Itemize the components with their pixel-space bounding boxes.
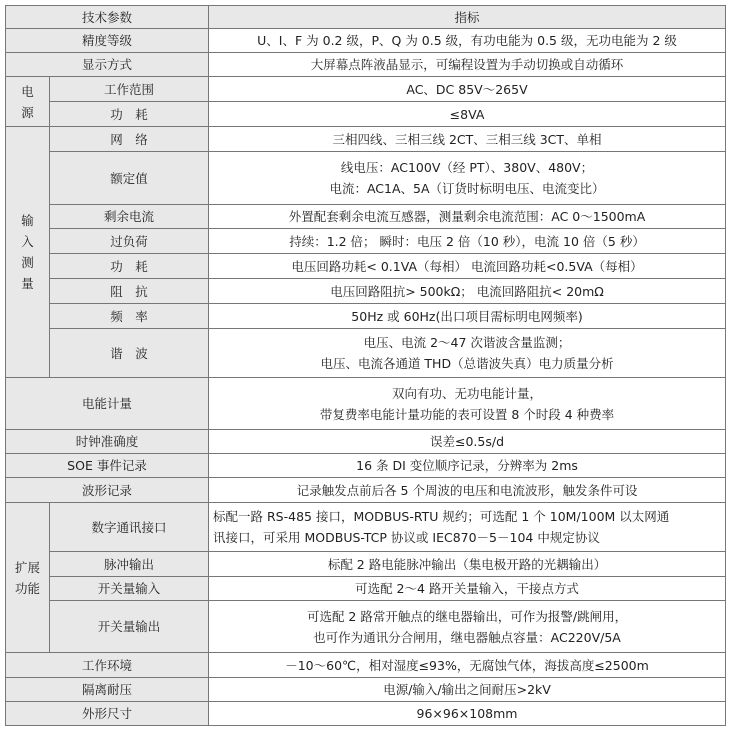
impedance-value: 电压回路阻抗> 500kΩ； 电流回路阻抗< 20mΩ [209, 279, 726, 304]
table-row [6, 478, 726, 503]
power-consumption-label: 功 耗 [50, 102, 209, 127]
pulse-value: 标配 2 路电能脉冲输出（集电极开路的光耦输出） [209, 552, 726, 577]
table-row [6, 430, 726, 454]
table-row [6, 205, 726, 229]
harmonic-value: 电压、电流 2～47 次谐波含量监测； 电压、电流各通道 THD（总谐波失真）电力质量分析 [209, 329, 726, 378]
display-label: 显示方式 [6, 53, 209, 77]
energy-label: 电能计量 [6, 378, 209, 430]
harmonic-label: 谐 波 [50, 329, 209, 378]
switch-out-label: 开关量输出 [50, 601, 209, 653]
dimensions-value: 96×96×108mm [209, 702, 726, 726]
table-row [6, 229, 726, 254]
table-row [6, 702, 726, 726]
rated-label: 额定值 [50, 152, 209, 205]
switch-in-label: 开关量输入 [50, 577, 209, 601]
energy-value: 双向有功、无功电能计量， 带复费率电能计量功能的表可设置 8 个时段 4 种费率 [209, 378, 726, 430]
table-row [6, 503, 726, 552]
display-value: 大屏幕点阵液晶显示，可编程设置为手动切换或自动循环 [209, 53, 726, 77]
input-consumption-label: 功 耗 [50, 254, 209, 279]
spec-table [5, 5, 726, 726]
table-row [6, 53, 726, 77]
frequency-label: 频 率 [50, 304, 209, 329]
dimensions-label: 外形尺寸 [6, 702, 209, 726]
table-row [6, 152, 726, 205]
environment-label: 工作环境 [6, 653, 209, 678]
soe-label: SOE 事件记录 [6, 454, 209, 478]
table-row [6, 304, 726, 329]
power-range-value: AC、DC 85V～265V [209, 77, 726, 102]
network-value: 三相四线、三相三线 2CT、三相三线 3CT、单相 [209, 127, 726, 152]
expansion-group-label: 扩展 功能 [6, 503, 50, 653]
switch-in-value: 可选配 2～4 路开关量输入，干接点方式 [209, 577, 726, 601]
network-label: 网 络 [50, 127, 209, 152]
frequency-value: 50Hz 或 60Hz(出口项目需标明电网频率) [209, 304, 726, 329]
table-row [6, 653, 726, 678]
table-row [6, 552, 726, 577]
pulse-label: 脉冲输出 [50, 552, 209, 577]
residual-value: 外置配套剩余电流互感器，测量剩余电流范围：AC 0～1500mA [209, 205, 726, 229]
table-row [6, 601, 726, 653]
isolation-value: 电源/输入/输出之间耐压>2kV [209, 678, 726, 702]
waveform-label: 波形记录 [6, 478, 209, 503]
residual-label: 剩余电流 [50, 205, 209, 229]
table-row [6, 77, 726, 102]
comm-label: 数字通讯接口 [50, 503, 209, 552]
rated-value: 线电压：AC100V（经 PT）、380V、480V； 电流：AC1A、5A（订货时标明电压、电流变比） [209, 152, 726, 205]
input-consumption-value: 电压回路功耗< 0.1VA（每相） 电流回路功耗<0.5VA（每相） [209, 254, 726, 279]
table-row [6, 254, 726, 279]
table-row [6, 577, 726, 601]
environment-value: －10～60℃，相对湿度≤93%，无腐蚀气体，海拔高度≤2500m [209, 653, 726, 678]
accuracy-value: U、I、F 为 0.2 级，P、Q 为 0.5 级，有功电能为 0.5 级，无功电能为 2 级 [209, 29, 726, 53]
soe-value: 16 条 DI 变位顺序记录，分辨率为 2ms [209, 454, 726, 478]
overload-label: 过负荷 [50, 229, 209, 254]
table-row [6, 279, 726, 304]
table-row [6, 29, 726, 53]
power-range-label: 工作范围 [50, 77, 209, 102]
table-header-row [6, 6, 726, 29]
table-row [6, 127, 726, 152]
header-param: 技术参数 [6, 6, 209, 29]
accuracy-label: 精度等级 [6, 29, 209, 53]
isolation-label: 隔离耐压 [6, 678, 209, 702]
impedance-label: 阻 抗 [50, 279, 209, 304]
power-consumption-value: ≤8VA [209, 102, 726, 127]
clock-value: 误差≤0.5s/d [209, 430, 726, 454]
power-group-label: 电 源 [6, 77, 50, 127]
table-row [6, 678, 726, 702]
comm-value: 标配一路 RS-485 接口，MODBUS-RTU 规约；可选配 1 个 10M/100M 以太网通 讯接口，可采用 MODBUS-TCP 协议或 IEC870－5－104 中规定协议 [209, 503, 726, 552]
table-row [6, 102, 726, 127]
table-row [6, 378, 726, 430]
waveform-value: 记录触发点前后各 5 个周波的电压和电流波形，触发条件可设 [209, 478, 726, 503]
input-group-label: 输 入 测 量 [6, 127, 50, 378]
overload-value: 持续：1.2 倍； 瞬时：电压 2 倍（10 秒），电流 10 倍（5 秒） [209, 229, 726, 254]
header-spec: 指标 [209, 6, 726, 29]
table-row [6, 454, 726, 478]
switch-out-value: 可选配 2 路常开触点的继电器输出，可作为报警/跳闸用， 也可作为通讯分合闸用，继电器触点容量：AC220V/5A [209, 601, 726, 653]
table-row [6, 329, 726, 378]
clock-label: 时钟准确度 [6, 430, 209, 454]
